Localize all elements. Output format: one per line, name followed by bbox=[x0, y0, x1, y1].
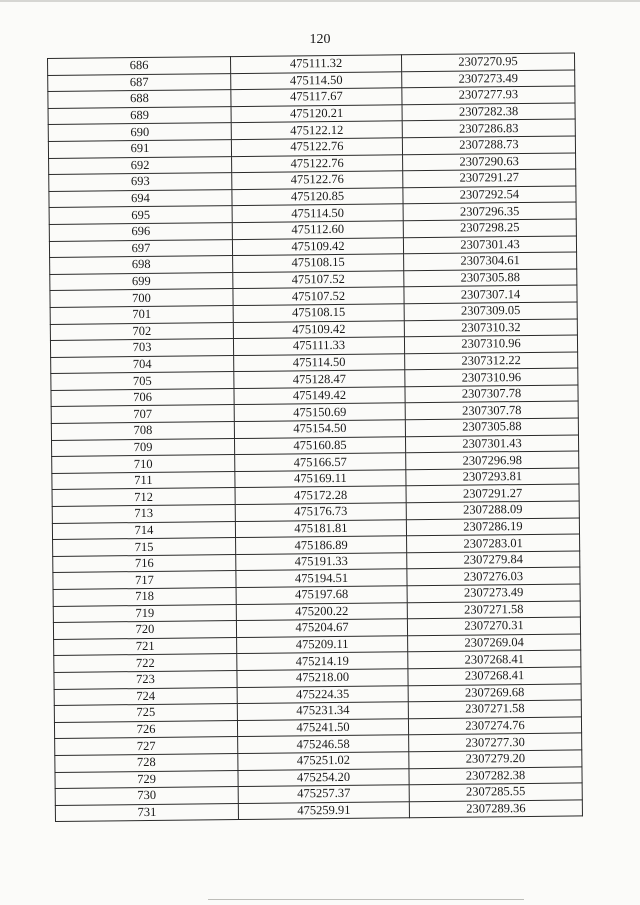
x-coordinate-cell: 475122.76 bbox=[231, 138, 402, 156]
point-number-cell: 715 bbox=[53, 538, 236, 557]
point-number-cell: 696 bbox=[49, 223, 232, 242]
x-coordinate-cell: 475214.19 bbox=[237, 652, 408, 670]
x-coordinate-cell: 475209.11 bbox=[237, 636, 408, 654]
y-coordinate-cell: 2307268.41 bbox=[408, 667, 581, 685]
point-number-cell: 722 bbox=[54, 654, 237, 673]
y-coordinate-cell: 2307270.95 bbox=[401, 53, 574, 71]
point-number-cell: 723 bbox=[54, 671, 237, 690]
x-coordinate-cell: 475246.58 bbox=[238, 735, 409, 753]
top-divider bbox=[0, 0, 640, 2]
coordinates-table-container bbox=[47, 52, 582, 822]
x-coordinate-cell: 475259.91 bbox=[238, 801, 409, 819]
y-coordinate-cell: 2307310.96 bbox=[405, 368, 578, 386]
point-number-cell: 714 bbox=[52, 521, 235, 540]
x-coordinate-cell: 475117.67 bbox=[231, 88, 402, 106]
coordinates-table-body bbox=[48, 53, 583, 822]
x-coordinate-cell: 475111.32 bbox=[230, 55, 401, 73]
x-coordinate-cell: 475114.50 bbox=[232, 204, 403, 222]
x-coordinate-cell: 475200.22 bbox=[236, 602, 407, 620]
x-coordinate-cell: 475186.89 bbox=[236, 536, 407, 554]
x-coordinate-cell: 475109.42 bbox=[232, 237, 403, 255]
point-number-cell: 686 bbox=[48, 57, 231, 76]
point-number-cell: 699 bbox=[50, 272, 233, 291]
y-coordinate-cell: 2307271.58 bbox=[408, 700, 581, 718]
y-coordinate-cell: 2307277.93 bbox=[402, 86, 575, 104]
point-number-cell: 726 bbox=[54, 720, 237, 739]
y-coordinate-cell: 2307288.73 bbox=[402, 136, 575, 154]
point-number-cell: 709 bbox=[52, 438, 235, 457]
y-coordinate-cell: 2307310.96 bbox=[404, 335, 577, 353]
x-coordinate-cell: 475108.15 bbox=[233, 304, 404, 322]
point-number-cell: 710 bbox=[52, 455, 235, 474]
point-number-cell: 689 bbox=[48, 106, 231, 125]
point-number-cell: 724 bbox=[54, 687, 237, 706]
y-coordinate-cell: 2307312.22 bbox=[405, 352, 578, 370]
y-coordinate-cell: 2307296.98 bbox=[406, 451, 579, 469]
y-coordinate-cell: 2307290.63 bbox=[403, 153, 576, 171]
point-number-cell: 706 bbox=[51, 388, 234, 407]
point-number-cell: 727 bbox=[55, 737, 238, 756]
y-coordinate-cell: 2307291.27 bbox=[403, 169, 576, 187]
point-number-cell: 720 bbox=[53, 621, 236, 640]
x-coordinate-cell: 475172.28 bbox=[235, 486, 406, 504]
x-coordinate-cell: 475114.50 bbox=[231, 71, 402, 89]
y-coordinate-cell: 2307282.38 bbox=[402, 103, 575, 121]
y-coordinate-cell: 2307273.49 bbox=[402, 70, 575, 88]
point-number-cell: 697 bbox=[49, 239, 232, 258]
x-coordinate-cell: 475122.76 bbox=[232, 154, 403, 172]
y-coordinate-cell: 2307286.19 bbox=[406, 518, 579, 536]
y-coordinate-cell: 2307309.05 bbox=[404, 302, 577, 320]
point-number-cell: 698 bbox=[50, 256, 233, 275]
point-number-cell: 695 bbox=[49, 206, 232, 225]
y-coordinate-cell: 2307289.36 bbox=[409, 800, 582, 818]
y-coordinate-cell: 2307298.25 bbox=[403, 219, 576, 237]
y-coordinate-cell: 2307277.30 bbox=[409, 733, 582, 751]
x-coordinate-cell: 475194.51 bbox=[236, 569, 407, 587]
x-coordinate-cell: 475224.35 bbox=[237, 685, 408, 703]
x-coordinate-cell: 475191.33 bbox=[236, 553, 407, 571]
point-number-cell: 728 bbox=[55, 753, 238, 772]
point-number-cell: 719 bbox=[53, 604, 236, 623]
y-coordinate-cell: 2307305.88 bbox=[405, 418, 578, 436]
x-coordinate-cell: 475107.52 bbox=[233, 270, 404, 288]
x-coordinate-cell: 475231.34 bbox=[237, 702, 408, 720]
y-coordinate-cell: 2307304.61 bbox=[404, 252, 577, 270]
point-number-cell: 701 bbox=[50, 305, 233, 324]
point-number-cell: 693 bbox=[49, 173, 232, 192]
x-coordinate-cell: 475251.02 bbox=[238, 752, 409, 770]
bottom-divider bbox=[208, 899, 524, 900]
x-coordinate-cell: 475122.12 bbox=[231, 121, 402, 139]
y-coordinate-cell: 2307271.58 bbox=[407, 601, 580, 619]
x-coordinate-cell: 475218.00 bbox=[237, 669, 408, 687]
point-number-cell: 694 bbox=[49, 189, 232, 208]
y-coordinate-cell: 2307273.49 bbox=[407, 584, 580, 602]
y-coordinate-cell: 2307276.03 bbox=[407, 567, 580, 585]
x-coordinate-cell: 475254.20 bbox=[238, 768, 409, 786]
x-coordinate-cell: 475197.68 bbox=[236, 586, 407, 604]
coordinates-table bbox=[47, 52, 583, 822]
y-coordinate-cell: 2307296.35 bbox=[403, 202, 576, 220]
y-coordinate-cell: 2307279.20 bbox=[409, 750, 582, 768]
y-coordinate-cell: 2307279.84 bbox=[407, 551, 580, 569]
y-coordinate-cell: 2307270.31 bbox=[407, 617, 580, 635]
y-coordinate-cell: 2307301.43 bbox=[403, 235, 576, 253]
y-coordinate-cell: 2307293.81 bbox=[406, 468, 579, 486]
x-coordinate-cell: 475111.33 bbox=[233, 337, 404, 355]
x-coordinate-cell: 475241.50 bbox=[237, 719, 408, 737]
point-number-cell: 721 bbox=[54, 637, 237, 656]
page-number: 120 bbox=[309, 32, 331, 47]
x-coordinate-cell: 475120.85 bbox=[232, 188, 403, 206]
point-number-cell: 702 bbox=[50, 322, 233, 341]
point-number-cell: 725 bbox=[54, 704, 237, 723]
y-coordinate-cell: 2307288.09 bbox=[406, 501, 579, 519]
x-coordinate-cell: 475109.42 bbox=[233, 320, 404, 338]
x-coordinate-cell: 475204.67 bbox=[236, 619, 407, 637]
point-number-cell: 708 bbox=[51, 422, 234, 441]
x-coordinate-cell: 475154.50 bbox=[234, 420, 405, 438]
point-number-cell: 705 bbox=[51, 372, 234, 391]
y-coordinate-cell: 2307301.43 bbox=[405, 435, 578, 453]
point-number-cell: 729 bbox=[55, 770, 238, 789]
point-number-cell: 707 bbox=[51, 405, 234, 424]
point-number-cell: 730 bbox=[55, 787, 238, 806]
x-coordinate-cell: 475108.15 bbox=[233, 254, 404, 272]
y-coordinate-cell: 2307268.41 bbox=[408, 650, 581, 668]
x-coordinate-cell: 475149.42 bbox=[234, 387, 405, 405]
x-coordinate-cell: 475169.11 bbox=[235, 470, 406, 488]
x-coordinate-cell: 475112.60 bbox=[232, 221, 403, 239]
x-coordinate-cell: 475166.57 bbox=[235, 453, 406, 471]
point-number-cell: 713 bbox=[52, 505, 235, 524]
y-coordinate-cell: 2307307.14 bbox=[404, 285, 577, 303]
y-coordinate-cell: 2307283.01 bbox=[407, 534, 580, 552]
point-number-cell: 712 bbox=[52, 488, 235, 507]
point-number-cell: 700 bbox=[50, 289, 233, 308]
x-coordinate-cell: 475181.81 bbox=[235, 519, 406, 537]
x-coordinate-cell: 475128.47 bbox=[234, 370, 405, 388]
x-coordinate-cell: 475150.69 bbox=[234, 403, 405, 421]
y-coordinate-cell: 2307305.88 bbox=[404, 269, 577, 287]
x-coordinate-cell: 475160.85 bbox=[234, 436, 405, 454]
point-number-cell: 731 bbox=[55, 803, 238, 822]
x-coordinate-cell: 475176.73 bbox=[235, 503, 406, 521]
point-number-cell: 703 bbox=[50, 339, 233, 358]
y-coordinate-cell: 2307269.68 bbox=[408, 684, 581, 702]
y-coordinate-cell: 2307282.38 bbox=[409, 766, 582, 784]
point-number-cell: 687 bbox=[48, 73, 231, 92]
point-number-cell: 691 bbox=[48, 140, 231, 159]
y-coordinate-cell: 2307274.76 bbox=[408, 717, 581, 735]
x-coordinate-cell: 475107.52 bbox=[233, 287, 404, 305]
point-number-cell: 718 bbox=[53, 588, 236, 607]
y-coordinate-cell: 2307292.54 bbox=[403, 186, 576, 204]
y-coordinate-cell: 2307286.83 bbox=[402, 119, 575, 137]
point-number-cell: 711 bbox=[52, 471, 235, 490]
x-coordinate-cell: 475257.37 bbox=[238, 785, 409, 803]
x-coordinate-cell: 475114.50 bbox=[234, 353, 405, 371]
x-coordinate-cell: 475122.76 bbox=[232, 171, 403, 189]
point-number-cell: 716 bbox=[53, 554, 236, 573]
point-number-cell: 688 bbox=[48, 90, 231, 109]
point-number-cell: 692 bbox=[49, 156, 232, 175]
point-number-cell: 690 bbox=[48, 123, 231, 142]
y-coordinate-cell: 2307269.04 bbox=[408, 634, 581, 652]
y-coordinate-cell: 2307310.32 bbox=[404, 318, 577, 336]
x-coordinate-cell: 475120.21 bbox=[231, 105, 402, 123]
point-number-cell: 717 bbox=[53, 571, 236, 590]
point-number-cell: 704 bbox=[51, 355, 234, 374]
y-coordinate-cell: 2307307.78 bbox=[405, 401, 578, 419]
y-coordinate-cell: 2307285.55 bbox=[409, 783, 582, 801]
y-coordinate-cell: 2307307.78 bbox=[405, 385, 578, 403]
y-coordinate-cell: 2307291.27 bbox=[406, 484, 579, 502]
